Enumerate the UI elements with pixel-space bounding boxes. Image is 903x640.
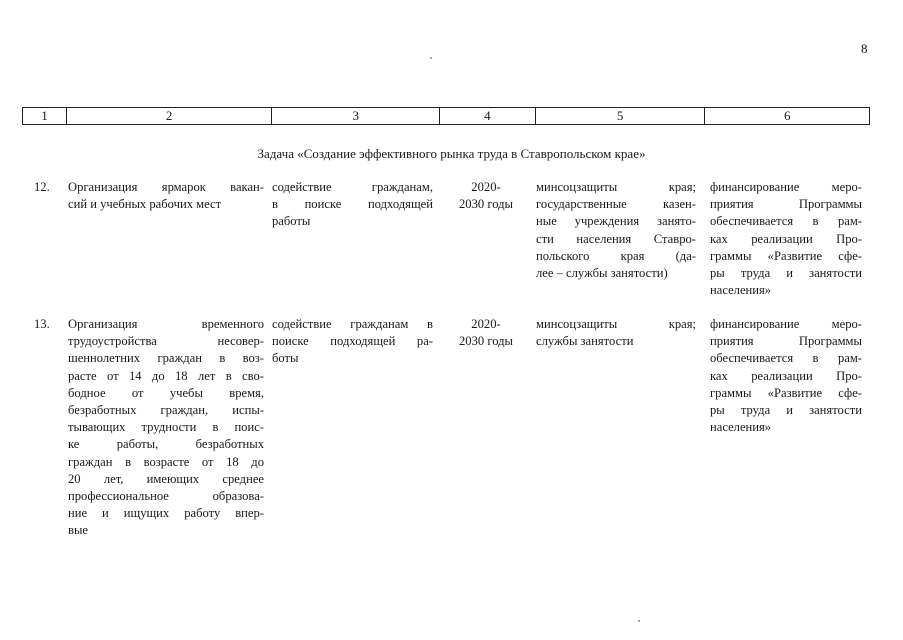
- activity-cell: [68, 316, 264, 540]
- text-line: ке работы, безработных: [68, 437, 264, 452]
- text-line: ках реализации Про-: [710, 368, 862, 383]
- text-line: шеннолетних граждан в воз-: [68, 351, 264, 366]
- text-line: минсоцзащиты края;: [536, 180, 696, 194]
- text-line: населения»: [710, 420, 772, 435]
- text-line: службы занятости: [536, 334, 634, 349]
- text-line: государственные казен-: [536, 197, 696, 212]
- executor-cell: [536, 179, 696, 282]
- text-line: обеспечивается в рам-: [710, 351, 862, 366]
- text-line: ры труда и занятости: [710, 266, 862, 281]
- text-line: минсоцзащиты края;: [536, 317, 696, 331]
- text-line: профессиональное образова-: [68, 489, 264, 504]
- funding-cell: [710, 179, 862, 299]
- text-line: ках реализации Про-: [710, 231, 862, 246]
- text-line: приятия Программы: [710, 197, 862, 212]
- text-line: трудоустройства несовер-: [68, 334, 264, 349]
- text-line: 20 лет, имеющих среднее: [68, 471, 264, 486]
- activity-cell: [68, 179, 264, 213]
- text-line: Организация временного: [68, 317, 264, 331]
- text-line: сти населения Ставро-: [536, 231, 696, 246]
- text-line: финансирование меро-: [710, 180, 862, 194]
- header-col-5: 5: [536, 108, 706, 124]
- text-line: вые: [68, 523, 88, 538]
- text-line: финансирование меро-: [710, 317, 862, 331]
- text-line: сий и учебных рабочих мест: [68, 197, 222, 212]
- result-cell: [272, 316, 433, 368]
- row-number: 12.: [34, 180, 50, 194]
- page-number: 8: [861, 41, 868, 56]
- task-title: Задача «Создание эффективного рынка труда в Ставропольском крае»: [257, 146, 646, 161]
- text-line: содействие гражданам,: [272, 180, 433, 194]
- text-line: польского края (да-: [536, 248, 696, 263]
- scan-speck: [430, 57, 432, 59]
- text-line: Организация ярмарок вакан-: [68, 180, 264, 194]
- header-col-2: 2: [67, 108, 273, 124]
- scan-speck: [638, 620, 640, 622]
- text-line: расте от 14 до 18 лет в сво-: [68, 368, 264, 383]
- text-line: 2020-: [471, 317, 501, 331]
- text-line: лее – службы занятости): [536, 266, 668, 281]
- header-col-4: 4: [440, 108, 536, 124]
- text-line: граждан в возрасте от 18 до: [68, 454, 264, 469]
- header-col-6: 6: [783, 108, 791, 123]
- text-line: 2030 годы: [459, 334, 513, 349]
- text-line: поиске подходящей ра-: [272, 334, 433, 349]
- executor-cell: [536, 316, 696, 350]
- column-number-header: [22, 107, 870, 125]
- text-line: ры труда и занятости: [710, 403, 862, 418]
- funding-cell: [710, 316, 862, 436]
- result-cell: [272, 179, 433, 231]
- text-line: ные учреждения занято-: [536, 214, 696, 229]
- header-col-3: 3: [272, 108, 440, 124]
- text-line: населения»: [710, 283, 772, 298]
- text-line: граммы «Развитие сфе-: [710, 385, 862, 400]
- row-number: 13.: [34, 317, 50, 331]
- text-line: содействие гражданам в: [272, 317, 433, 331]
- text-line: бодное от учебы время,: [68, 385, 264, 400]
- period-cell: [440, 179, 532, 213]
- text-line: ние и ищущих работу впер-: [68, 506, 264, 521]
- text-line: приятия Программы: [710, 334, 862, 349]
- text-line: обеспечивается в рам-: [710, 214, 862, 229]
- text-line: граммы «Развитие сфе-: [710, 248, 862, 263]
- text-line: тывающих трудности в поис-: [68, 420, 264, 435]
- text-line: боты: [272, 351, 299, 366]
- text-line: в поиске подходящей: [272, 197, 433, 212]
- period-cell: [440, 316, 532, 350]
- header-col-1: 1: [23, 108, 67, 124]
- text-line: 2020-: [471, 180, 501, 194]
- text-line: 2030 годы: [459, 197, 513, 212]
- text-line: безработных граждан, испы-: [68, 403, 264, 418]
- text-line: работы: [272, 214, 311, 229]
